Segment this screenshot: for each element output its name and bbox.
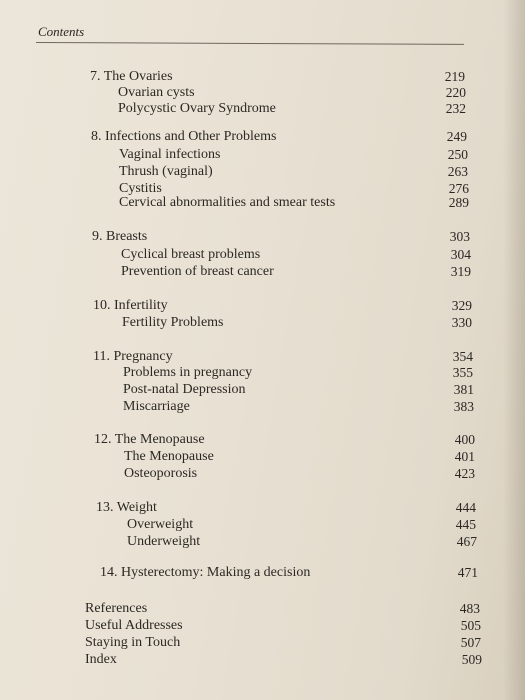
toc-section (0, 146, 525, 164)
toc-page: 232 (445, 101, 466, 116)
toc-title: 7. The Ovaries (90, 69, 173, 84)
toc-section (0, 448, 525, 466)
toc-page: 355 (452, 365, 473, 380)
toc-section (0, 364, 525, 382)
running-head: Contents (38, 24, 85, 39)
toc-title: Cystitis (119, 181, 162, 196)
toc-page: 276 (448, 181, 469, 196)
toc-section (0, 246, 525, 264)
toc-title: Polycystic Ovary Syndrome (118, 101, 276, 116)
toc-page: 509 (461, 652, 482, 667)
toc-section (0, 163, 525, 181)
toc-section (0, 398, 525, 416)
toc-title: Osteoporosis (124, 466, 198, 481)
toc-section (0, 516, 525, 534)
toc-backmatter (0, 651, 525, 669)
toc-page: 471 (457, 565, 478, 580)
toc-title: Fertility Problems (122, 315, 224, 330)
toc-page: 330 (451, 315, 472, 330)
toc-section (0, 381, 525, 399)
toc-title: 8. Infections and Other Problems (91, 129, 277, 144)
toc-page: 354 (452, 349, 473, 364)
toc-title: Vaginal infections (119, 147, 221, 162)
toc-title: 10. Infertility (93, 298, 168, 313)
toc-page: 400 (454, 432, 475, 447)
toc-title: Post-natal Depression (123, 382, 246, 397)
toc-chapter (0, 564, 525, 582)
toc-backmatter (0, 600, 525, 618)
toc-title: 14. Hysterectomy: Making a decision (100, 565, 311, 580)
toc-title: Ovarian cysts (118, 85, 195, 100)
page-shadow (503, 0, 525, 700)
toc-title: Cyclical breast problems (121, 247, 261, 262)
toc-page: 220 (445, 85, 466, 100)
toc-page: 289 (448, 195, 469, 210)
toc-chapter (0, 431, 525, 449)
toc-section (0, 263, 525, 281)
toc-page: 250 (447, 147, 468, 162)
toc-page: 329 (451, 298, 472, 313)
toc-chapter (0, 499, 525, 517)
toc-page: 505 (460, 618, 481, 633)
toc-title: Index (85, 652, 117, 667)
toc-page: 383 (453, 399, 474, 414)
toc-title: Miscarriage (123, 399, 190, 414)
toc-page: 303 (449, 229, 470, 244)
toc-section (0, 194, 525, 212)
toc-page: 263 (447, 164, 468, 179)
toc-title: Prevention of breast cancer (121, 264, 274, 279)
toc-title: Overweight (127, 517, 194, 532)
toc-title: 9. Breasts (92, 229, 148, 244)
toc-chapter (0, 297, 525, 315)
toc-section (0, 533, 525, 551)
toc-backmatter (0, 634, 525, 652)
toc-backmatter (0, 617, 525, 635)
toc-page: 507 (460, 635, 481, 650)
toc-section (0, 314, 525, 332)
toc-title: References (85, 601, 148, 616)
toc-page: 423 (454, 466, 475, 481)
toc-section (0, 465, 525, 483)
toc-title: Useful Addresses (85, 618, 183, 633)
toc-page: 304 (450, 247, 471, 262)
toc-page: 483 (459, 601, 480, 616)
toc-page: 319 (450, 264, 471, 279)
toc-section (0, 100, 525, 118)
toc-title: The Menopause (124, 449, 214, 464)
toc-page: 381 (453, 382, 474, 397)
toc-page: 249 (446, 129, 467, 144)
toc-title: Problems in pregnancy (123, 365, 253, 380)
toc-title: Thrush (vaginal) (119, 164, 213, 179)
toc-page: 401 (454, 449, 475, 464)
toc-title: Cervical abnormalities and smear tests (119, 195, 336, 210)
toc-page: 445 (455, 517, 476, 532)
toc-chapter (0, 228, 525, 246)
toc-page: 219 (444, 69, 465, 84)
toc-page: 467 (456, 534, 477, 549)
toc-page: 444 (455, 500, 476, 515)
toc-title: 12. The Menopause (94, 432, 205, 447)
toc-title: Staying in Touch (85, 635, 181, 650)
toc-title: Underweight (127, 534, 201, 549)
toc-title: 13. Weight (96, 500, 157, 515)
toc-title: 11. Pregnancy (93, 349, 173, 364)
toc-chapter (0, 128, 525, 146)
